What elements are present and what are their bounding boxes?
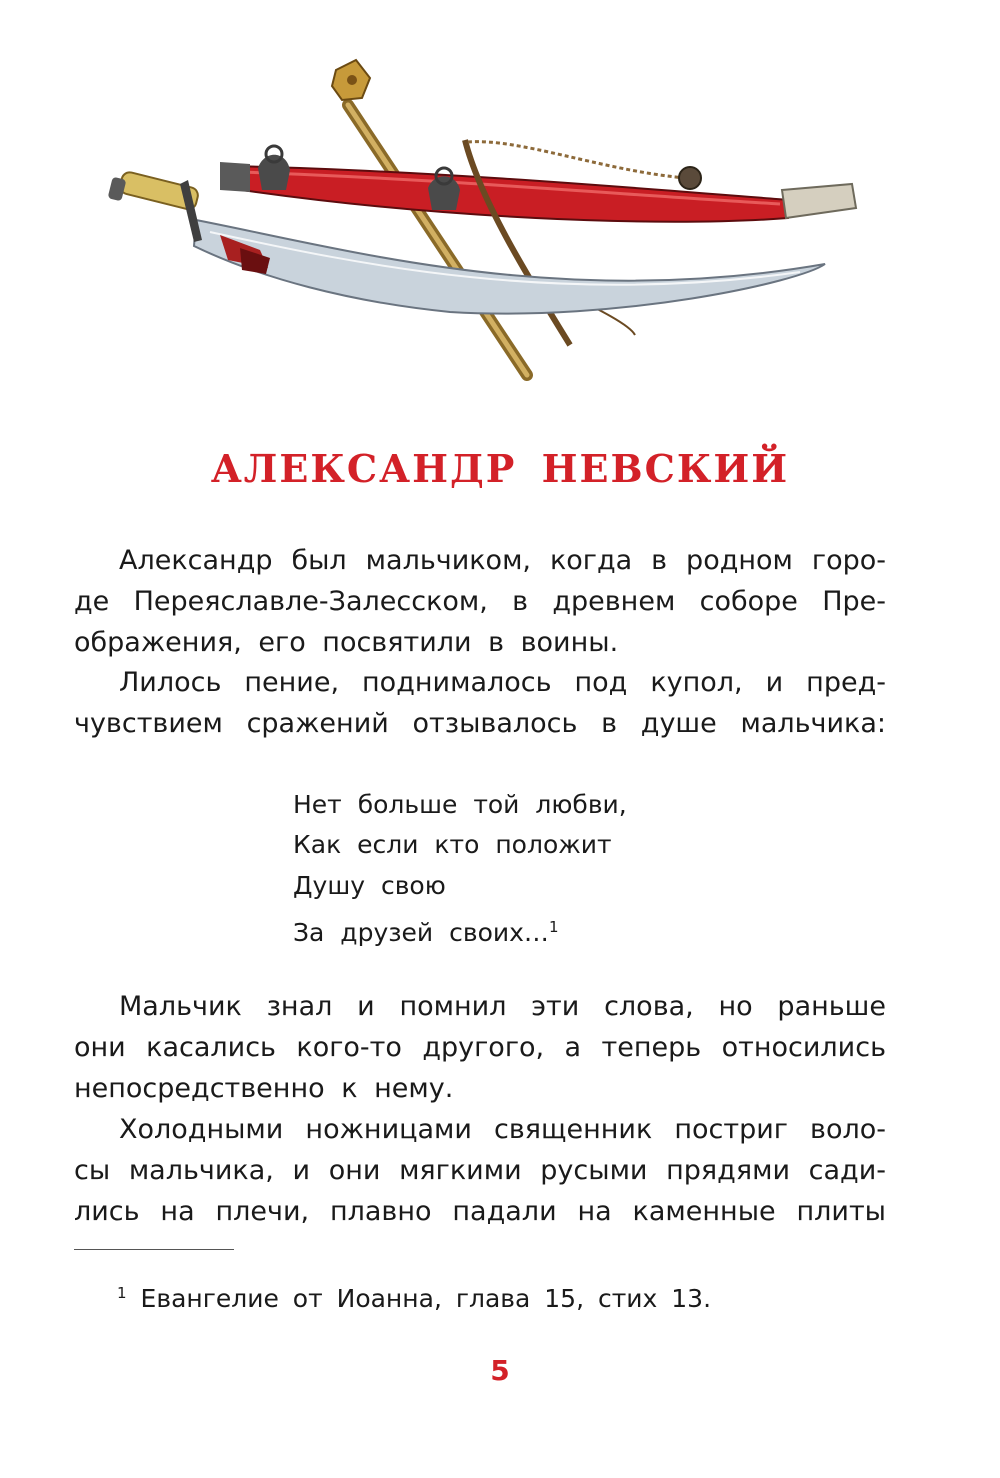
footnote-text: Евангелие от Иоанна, глава 15, стих 13. <box>140 1284 712 1313</box>
verse-line: Нет больше той любви, <box>293 790 627 819</box>
scabbard-icon <box>220 146 856 222</box>
text-line: Мальчик знал и помнил эти слова, но раньше <box>119 991 886 1022</box>
footnote-reference: 1 <box>548 918 559 936</box>
verse-line: Как если кто положит <box>293 830 612 859</box>
footnote-divider <box>74 1249 234 1250</box>
text-line: Александр был мальчиком, когда в родном горо- <box>119 545 886 576</box>
page-title: АЛЕКСАНДР НЕВСКИЙ <box>210 446 790 491</box>
verse-line: Душу свою <box>293 871 446 900</box>
verse-line: За друзей своих… <box>293 918 549 947</box>
text-line: они касались кого-то другого, а теперь относились <box>74 1032 886 1063</box>
text-line: Лилось пение, поднималось под купол, и пред- <box>119 667 886 698</box>
text-line: непосредственно к нему. <box>74 1073 454 1104</box>
footnote-mark: 1 <box>117 1284 127 1302</box>
text-line: ображения, его посвятили в воины. <box>74 627 619 658</box>
page-number: 5 <box>490 1354 510 1387</box>
text-line: Холодными ножницами священник постриг воло- <box>119 1114 886 1145</box>
text-line: чувствием сражений отзывалось в душе мальчика: <box>74 708 886 739</box>
footnote <box>117 1278 711 1314</box>
text-line: лись на плечи, плавно падали на каменные плиты <box>74 1196 886 1227</box>
verse-line-with-note <box>293 912 558 948</box>
weapons-illustration <box>100 50 870 390</box>
text-line: де Переяславле-Залесском, в древнем соборе Пре- <box>74 586 886 617</box>
text-line: сы мальчика, и они мягкими русыми прядями сади- <box>74 1155 886 1186</box>
